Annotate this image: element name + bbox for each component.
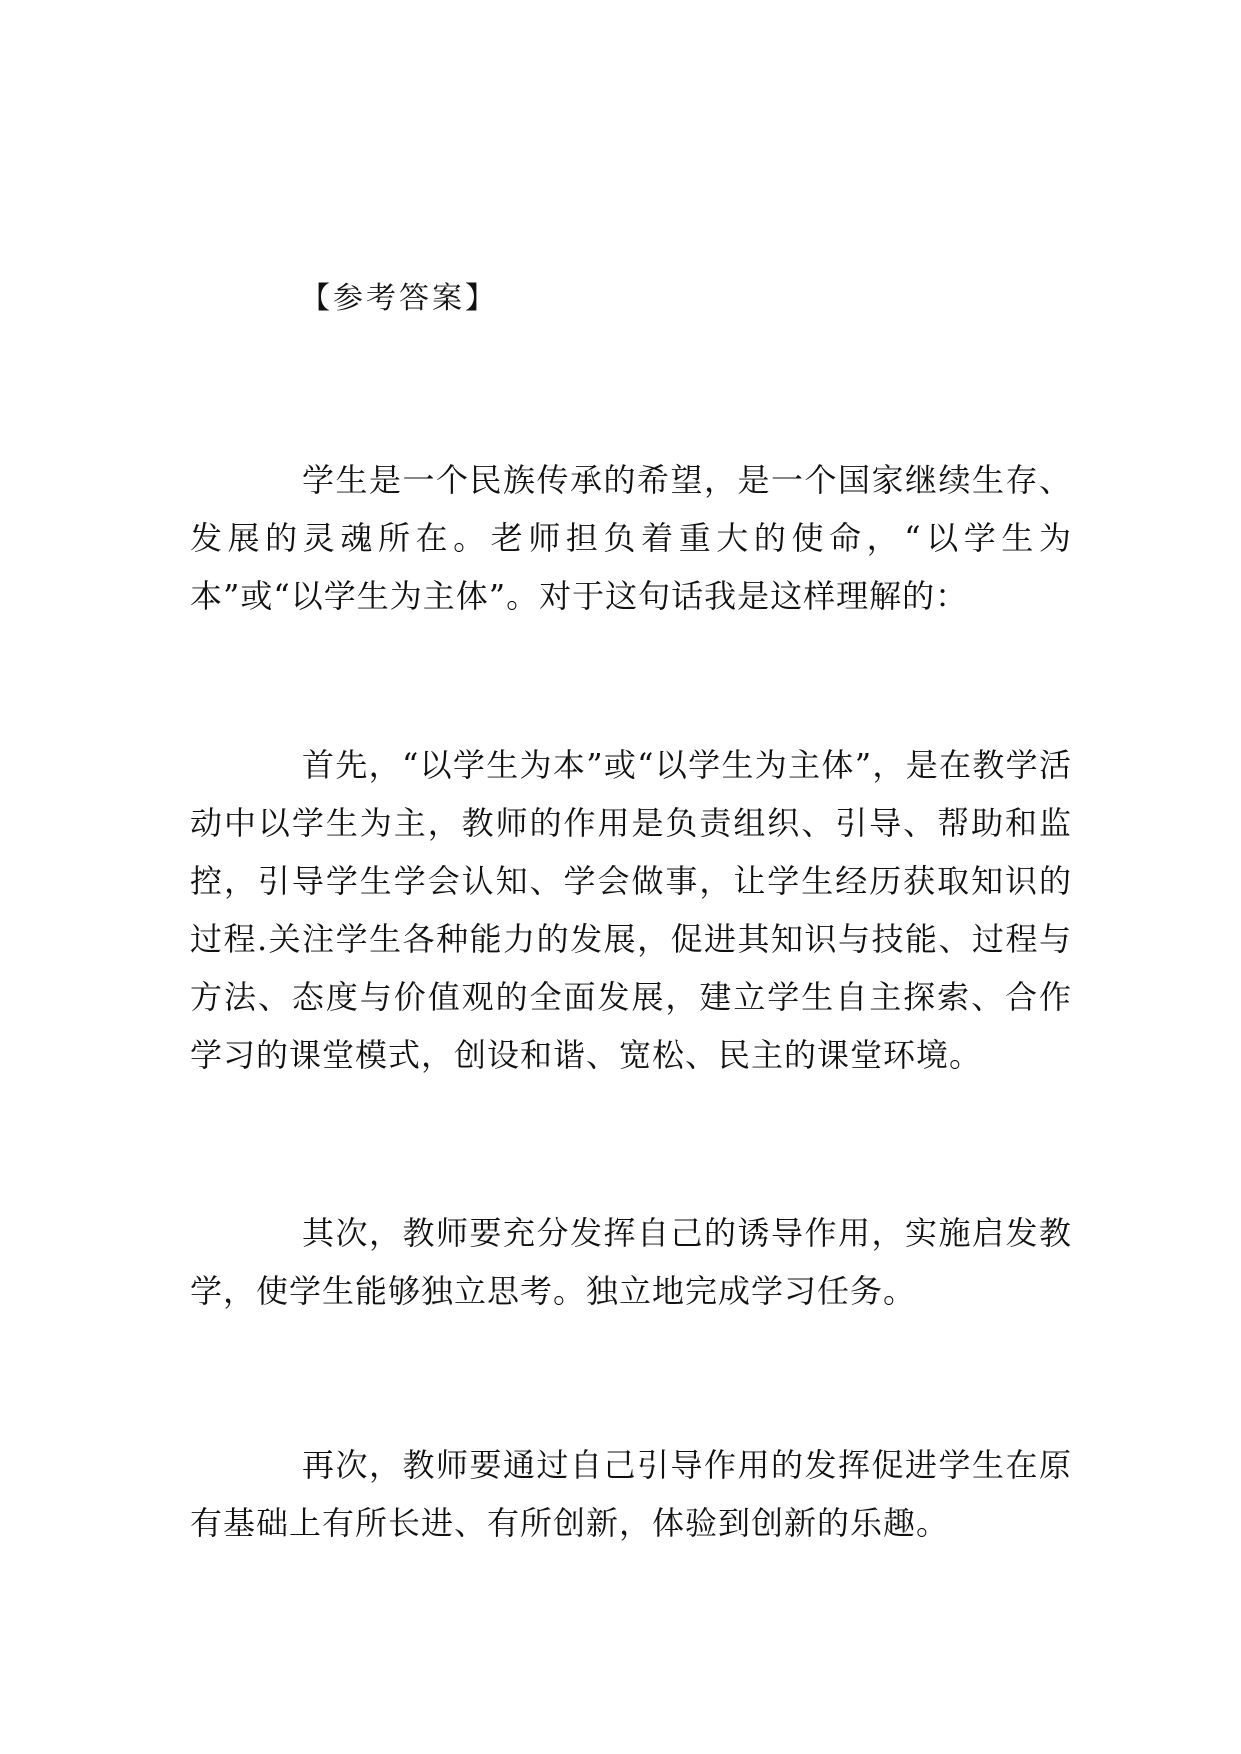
paragraph-4: 再次，教师要通过自己引导作用的发挥促进学生在原有基础上有所长进、有所创新，体验到创新的乐趣。	[190, 1446, 1072, 1542]
section-heading: 【参考答案】	[300, 281, 498, 316]
paragraph-2: 首先，“以学生为本”或“以学生为主体”，是在教学活动中以学生为主，教师的作用是负责组织、引导、帮助和监控，引导学生学会认知、学会做事，让学生经历获取知识的过程.关注学生各种能力的发展，促进其知识与技能、过程与方法、态度与价值观的全面发展，建立学生自主探索、合作学习的课堂模式，创设和谐、宽松、民主的课堂环境。	[190, 746, 1072, 1074]
paragraph-1: 学生是一个民族传承的希望，是一个国家继续生存、发展的灵魂所在。老师担负着重大的使命，“以学生为本”或“以学生为主体”。对于这句话我是这样理解的：	[190, 461, 1072, 615]
paragraph-3: 其次，教师要充分发挥自己的诱导作用，实施启发教学，使学生能够独立思考。独立地完成学习任务。	[190, 1214, 1072, 1310]
